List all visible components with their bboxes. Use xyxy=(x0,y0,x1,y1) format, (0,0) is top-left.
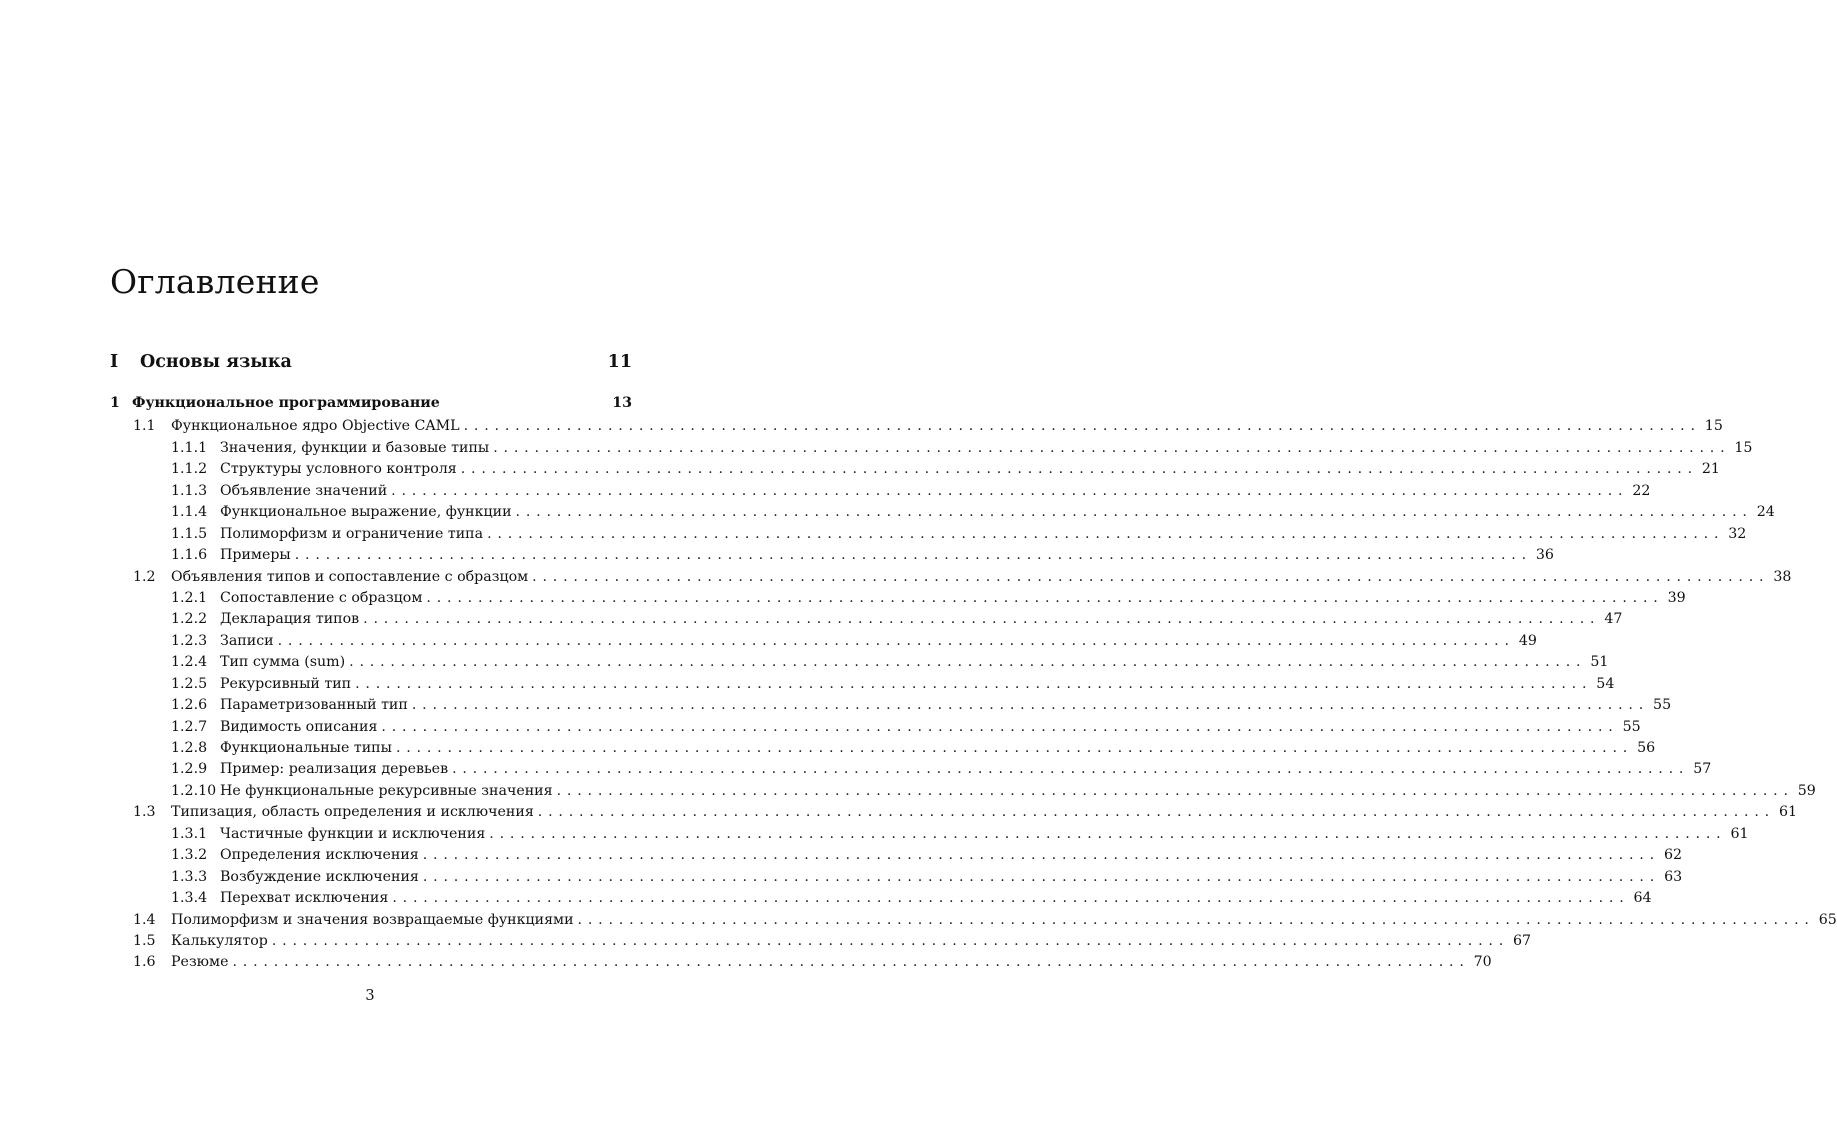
section-page: 38 xyxy=(1769,567,1791,588)
leader-dots: ........................................................................................................................ xyxy=(294,547,1532,564)
section-page: 65 xyxy=(1815,910,1837,931)
subsection-title: Видимость описания xyxy=(220,717,381,738)
subsection-title: Возбуждение исключения xyxy=(220,867,423,888)
leader-dots: ........................................................................................................................ xyxy=(392,890,1630,907)
subsection-page: 32 xyxy=(1724,524,1746,545)
subsection-number: 1.2.5 xyxy=(171,675,208,692)
subsection-number: 1.2.7 xyxy=(171,718,208,735)
toc-subsection-entry[interactable] xyxy=(110,438,1753,459)
toc-subsection-entry[interactable] xyxy=(110,631,1537,652)
toc-subsection-entry[interactable] xyxy=(110,502,1775,523)
toc-subsection-entry[interactable] xyxy=(110,738,1656,759)
section-number: 1.1 xyxy=(133,418,156,435)
section-number: 1.2 xyxy=(133,568,156,585)
section-title: Объявления типов и сопоставление с образцом xyxy=(171,567,532,588)
toc-subsection-entry[interactable] xyxy=(110,652,1609,673)
leader-dots: ........................................................................................................................ xyxy=(515,504,1753,521)
subsection-page: 55 xyxy=(1619,717,1641,738)
subsection-number: 1.3.2 xyxy=(171,847,208,864)
leader-dots: ........................................................................................................................ xyxy=(411,697,1650,714)
toc-section-entry[interactable] xyxy=(110,910,1837,931)
leader-dots: ........................................................................................................................ xyxy=(391,482,1629,499)
subsection-title: Объявление значений xyxy=(220,481,391,502)
subsection-number: 1.1.1 xyxy=(171,439,208,456)
subsection-title: Записи xyxy=(220,631,278,652)
toc-subsection-entry[interactable] xyxy=(110,545,1554,566)
subsection-number: 1.1.6 xyxy=(171,547,208,564)
subsection-title: Частичные функции и исключения xyxy=(220,824,489,845)
section-page: 61 xyxy=(1775,802,1797,823)
subsection-title: Тип сумма (sum) xyxy=(220,652,349,673)
page-number: 3 xyxy=(365,988,375,1004)
subsection-page: 56 xyxy=(1633,738,1655,759)
section-number: 1.4 xyxy=(133,911,156,928)
section-title: Калькулятор xyxy=(171,931,272,952)
subsection-page: 36 xyxy=(1532,545,1554,566)
leader-dots: ........................................................................................................................ xyxy=(452,761,1690,778)
leader-dots: ........................................................................................................................ xyxy=(537,804,1775,821)
toc-subsection-entry[interactable] xyxy=(110,674,1615,695)
section-page: 15 xyxy=(1701,416,1723,437)
toc-section-entry[interactable] xyxy=(110,952,1492,973)
part-page: 11 xyxy=(607,352,632,372)
subsection-page: 47 xyxy=(1600,609,1622,630)
section-page: 70 xyxy=(1470,952,1492,973)
part-title: Основы языка xyxy=(140,352,292,372)
subsection-page: 59 xyxy=(1794,781,1816,802)
subsection-title: Сопоставление с образцом xyxy=(220,588,426,609)
toc-subsection-entry[interactable] xyxy=(110,888,1652,909)
subsection-title: Декларация типов xyxy=(220,609,363,630)
toc-part-heading[interactable] xyxy=(110,352,632,372)
toc-subsection-entry[interactable] xyxy=(110,588,1686,609)
leader-dots: ........................................................................................................................ xyxy=(355,675,1593,692)
section-title: Полиморфизм и значения возвращаемые функциями xyxy=(171,910,578,931)
chapter-number: 1 xyxy=(110,395,120,411)
subsection-page: 15 xyxy=(1730,438,1752,459)
subsection-number: 1.2.3 xyxy=(171,632,208,649)
chapter-page: 13 xyxy=(600,393,632,414)
subsection-title: Рекурсивный тип xyxy=(220,674,355,695)
subsection-page: 61 xyxy=(1726,824,1748,845)
subsection-title: Примеры xyxy=(220,545,295,566)
toc-subsection-entry[interactable] xyxy=(110,609,1623,630)
subsection-title: Параметризованный тип xyxy=(220,695,412,716)
subsection-page: 39 xyxy=(1664,588,1686,609)
subsection-number: 1.1.2 xyxy=(171,461,208,478)
leader-dots: ........................................................................................................................ xyxy=(532,568,1770,585)
subsection-title: Не функциональные рекурсивные значения xyxy=(220,781,557,802)
section-page: 67 xyxy=(1509,931,1531,952)
section-title: Типизация, область определения и исключения xyxy=(171,802,538,823)
toc-subsection-entry[interactable] xyxy=(110,781,1816,802)
leader-dots: ........................................................................................................................ xyxy=(395,740,1634,756)
section-title: Резюме xyxy=(171,952,232,973)
subsection-number: 1.2.6 xyxy=(171,697,208,714)
leader-dots: ........................................................................................................................ xyxy=(381,718,1619,735)
subsection-page: 62 xyxy=(1660,845,1682,866)
subsection-number: 1.2.8 xyxy=(171,740,208,756)
leader-dots: ........................................................................................................................ xyxy=(422,868,1661,885)
leader-dots: ........................................................................................................................ xyxy=(493,439,1731,456)
subsection-page: 21 xyxy=(1698,459,1720,480)
subsection-number: 1.2.9 xyxy=(171,761,208,778)
toc-chapter-entry[interactable] xyxy=(110,393,632,414)
leader-dots: ........................................................................................................................ xyxy=(349,654,1587,671)
subsection-page: 22 xyxy=(1628,481,1650,502)
subsection-title: Значения, функции и базовые типы xyxy=(220,438,493,459)
subsection-title: Определения исключения xyxy=(220,845,423,866)
subsection-page: 51 xyxy=(1586,652,1608,673)
toc-entries xyxy=(110,416,1837,973)
toc-subsection-entry[interactable] xyxy=(110,824,1749,845)
section-number: 1.6 xyxy=(133,954,156,971)
leader-dots: ........................................................................................................................ xyxy=(277,632,1515,649)
section-number: 1.5 xyxy=(133,932,156,949)
leader-dots: ........................................................................................................................ xyxy=(489,825,1727,842)
section-title: Функциональное ядро Objective CAML xyxy=(171,416,464,437)
toc-subsection-entry[interactable] xyxy=(110,759,1712,780)
subsection-page: 57 xyxy=(1689,759,1711,780)
leader-dots: ........................................................................................................................ xyxy=(422,847,1660,864)
section-number: 1.3 xyxy=(133,804,156,821)
toc-subsection-entry[interactable] xyxy=(110,524,1747,545)
subsection-number: 1.1.4 xyxy=(171,504,208,521)
subsection-number: 1.1.5 xyxy=(171,525,208,542)
chapter-title: Функциональное программирование xyxy=(132,393,444,414)
leader-dots: ........................................................................................................................ xyxy=(426,589,1664,606)
leader-dots: ........................................................................................................................ xyxy=(556,782,1794,799)
subsection-number: 1.2.10 xyxy=(171,782,217,799)
subsection-title: Функциональное выражение, функции xyxy=(220,502,516,523)
leader-dots: ........................................................................................................................ xyxy=(271,932,1510,949)
toc-section-entry[interactable] xyxy=(110,931,1532,952)
leader-dots: ........................................................................................................................ xyxy=(363,611,1601,628)
toc-subsection-entry[interactable] xyxy=(110,695,1672,716)
subsection-title: Функциональные типы xyxy=(220,738,396,759)
leader-dots: ........................................................................................................................ xyxy=(460,461,1698,478)
leader-dots: ........................................................................................................................ xyxy=(487,525,1725,542)
toc-subsection-entry[interactable] xyxy=(110,845,1682,866)
subsection-number: 1.1.3 xyxy=(171,482,208,499)
toc-subsection-entry[interactable] xyxy=(110,717,1641,738)
toc-subsection-entry[interactable] xyxy=(110,867,1683,888)
subsection-page: 63 xyxy=(1660,867,1682,888)
subsection-page: 54 xyxy=(1592,674,1614,695)
leader-dots: ........................................................................................................................ xyxy=(577,911,1815,928)
subsection-page: 64 xyxy=(1630,888,1652,909)
subsection-title: Структуры условного контроля xyxy=(220,459,461,480)
leader-dots: ........................................................................................................................ xyxy=(463,418,1701,435)
subsection-number: 1.2.1 xyxy=(171,589,208,606)
subsection-page: 55 xyxy=(1649,695,1671,716)
part-number: I xyxy=(110,352,119,372)
leader-dots: ........................................................................................................................ xyxy=(232,954,1470,971)
subsection-number: 1.2.2 xyxy=(171,611,208,628)
subsection-page: 24 xyxy=(1753,502,1775,523)
toc-list xyxy=(110,393,1837,974)
subsection-title: Полиморфизм и ограничение типа xyxy=(220,524,487,545)
subsection-title: Пример: реализация деревьев xyxy=(220,759,452,780)
toc-subsection-entry[interactable] xyxy=(110,481,1651,502)
subsection-number: 1.2.4 xyxy=(171,654,208,671)
subsection-number: 1.3.4 xyxy=(171,890,208,907)
subsection-page: 49 xyxy=(1515,631,1537,652)
toc-section-entry[interactable] xyxy=(110,802,1798,823)
toc-subsection-entry[interactable] xyxy=(110,459,1720,480)
subsection-number: 1.3.1 xyxy=(171,825,208,842)
subsection-number: 1.3.3 xyxy=(171,868,208,885)
page-title: Оглавление xyxy=(110,262,320,301)
toc-section-entry[interactable] xyxy=(110,416,1723,437)
toc-section-entry[interactable] xyxy=(110,567,1792,588)
subsection-title: Перехват исключения xyxy=(220,888,392,909)
